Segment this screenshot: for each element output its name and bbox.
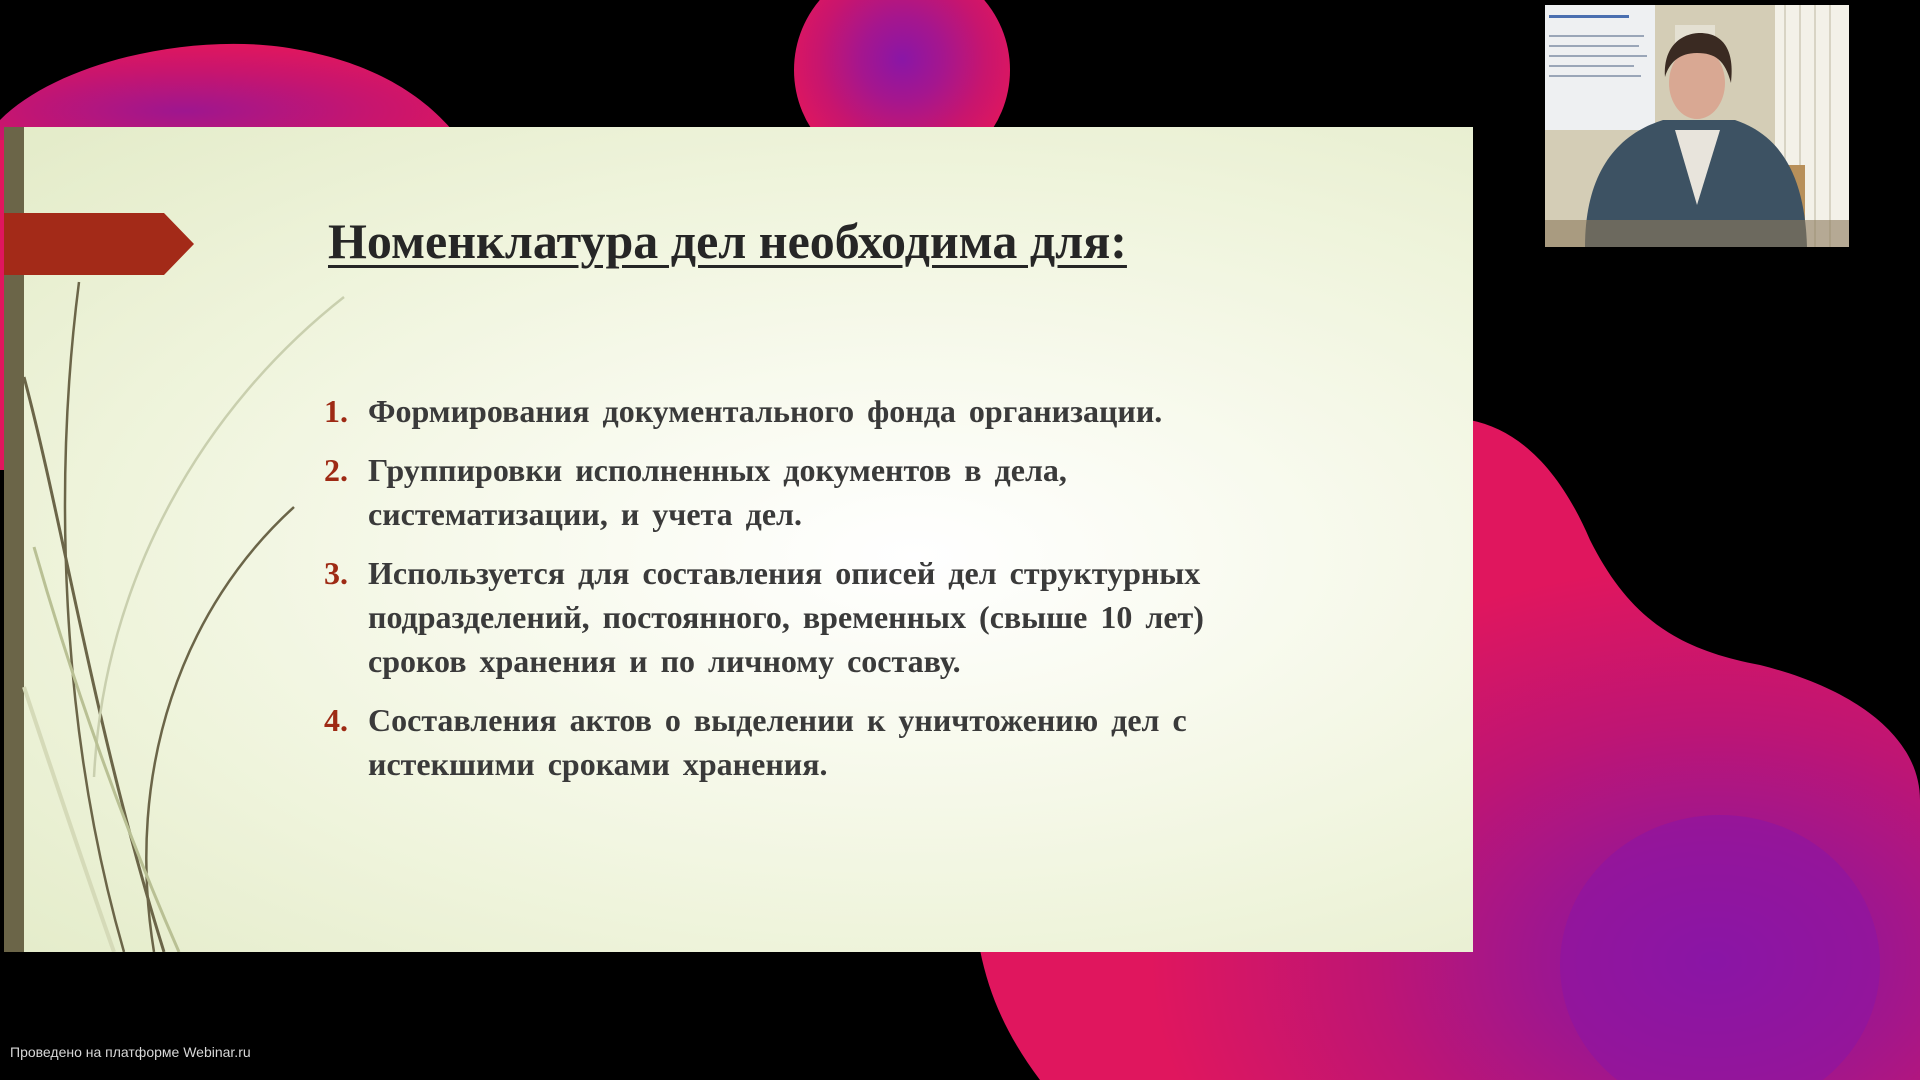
platform-credit: Проведено на платформе Webinar.ru xyxy=(10,1044,251,1060)
list-item xyxy=(324,551,1424,683)
projection-screen xyxy=(1545,5,1655,130)
item-text: Группировки исполненных документов в дела, систематизации, и учета дел. xyxy=(368,452,1067,532)
presenter-video-frame xyxy=(1545,5,1849,247)
slide-title: Номенклатура дел необходима для: xyxy=(328,213,1127,269)
red-chevron-arrow-icon xyxy=(4,213,194,275)
item-text: Формирования документального фонда организации. xyxy=(368,393,1163,429)
list-item xyxy=(324,698,1424,786)
list-item xyxy=(324,448,1424,536)
item-number: 2. xyxy=(324,452,348,488)
item-number: 3. xyxy=(324,555,348,591)
slide-list xyxy=(324,389,1424,801)
left-blob xyxy=(0,44,460,140)
item-number: 1. xyxy=(324,393,348,429)
presentation-slide xyxy=(4,127,1473,952)
item-number: 4. xyxy=(324,702,348,738)
list-item xyxy=(324,389,1424,433)
item-text: Составления актов о выделении к уничтожению дел с истекшими сроками хранения. xyxy=(368,702,1187,782)
item-text: Используется для составления описей дел структурных подразделений, постоянного, временных (свыше 10 лет) сроков хранения и по личному составу. xyxy=(368,555,1204,679)
presenter-webcam[interactable] xyxy=(1545,5,1849,247)
